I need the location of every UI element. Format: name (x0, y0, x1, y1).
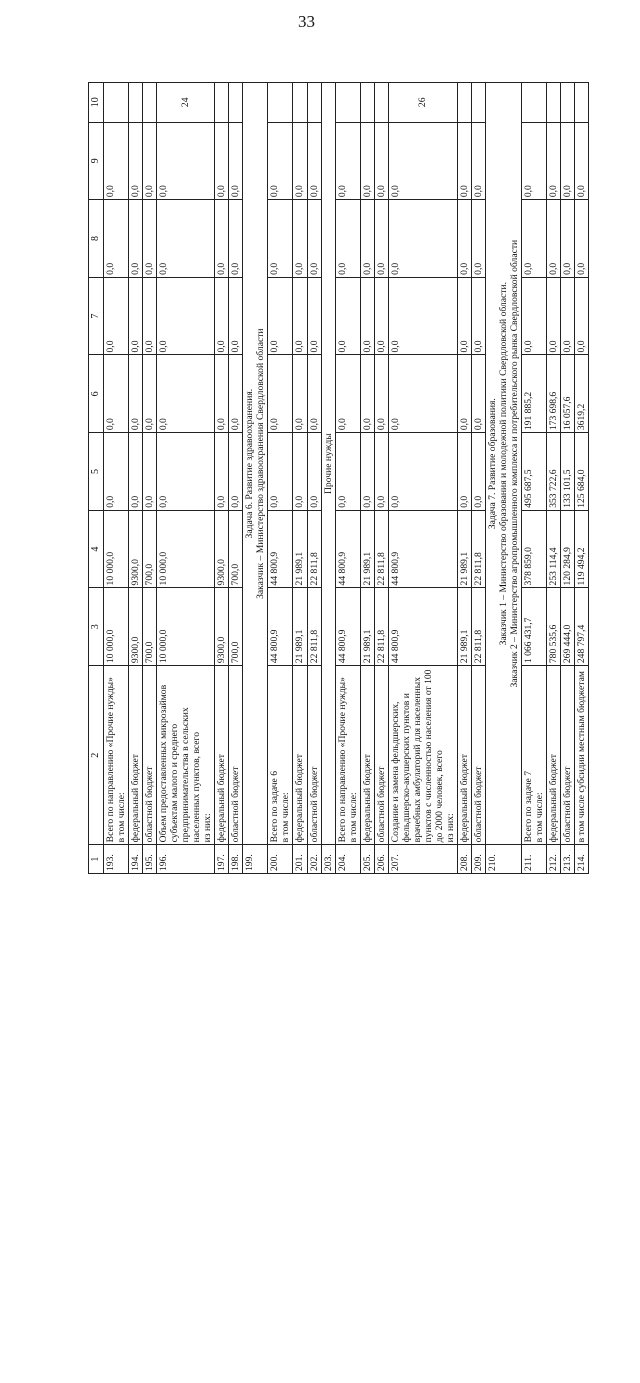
value-cell-col3: 780 535,6 (547, 588, 561, 666)
value-cell-col4: 44 800,9 (268, 510, 293, 588)
column-header-4: 4 (89, 510, 104, 588)
value-cell-col9: 0,0 (129, 122, 143, 200)
value-cell-col7: 0,0 (143, 277, 157, 355)
row-number: 197. (215, 845, 229, 874)
row-label: федеральный бюджет (215, 666, 229, 845)
value-cell-col6: 3619,2 (575, 355, 589, 433)
table-row (143, 83, 157, 874)
value-cell-col8: 0,0 (268, 200, 293, 278)
value-cell-col5: 0,0 (104, 433, 129, 511)
note-cell: 24 (157, 83, 215, 123)
value-cell-col9: 0,0 (157, 122, 215, 200)
value-cell-col9: 0,0 (268, 122, 293, 200)
value-cell-col8: 0,0 (388, 200, 457, 278)
value-cell-col4: 253 114,4 (547, 510, 561, 588)
row-number: 212. (547, 845, 561, 874)
value-cell-col4: 44 800,9 (388, 510, 457, 588)
value-cell-col9: 0,0 (561, 122, 575, 200)
rotated-page (88, 82, 597, 874)
row-number: 196. (157, 845, 215, 874)
value-cell-col5: 0,0 (157, 433, 215, 511)
row-label: Всего по задаче 6 в том числе: (268, 666, 293, 845)
row-number: 207. (388, 845, 457, 874)
value-cell-col8: 0,0 (104, 200, 129, 278)
value-cell-col8: 0,0 (215, 200, 229, 278)
row-number: 210. (485, 845, 521, 874)
row-number: 199. (243, 845, 268, 874)
value-cell-col4: 21 989,1 (457, 510, 471, 588)
note-cell: 26 (388, 83, 457, 123)
value-cell-col5: 0,0 (471, 433, 485, 511)
value-cell-col7: 0,0 (268, 277, 293, 355)
value-cell-col7: 0,0 (157, 277, 215, 355)
value-cell-col4: 21 989,1 (360, 510, 374, 588)
section-title: Задача 6. Развитие здравоохранения. Заказчик – Министерство здравоохранения Свердловской области (243, 83, 268, 845)
table-row (229, 83, 243, 874)
value-cell-col8: 0,0 (522, 200, 547, 278)
value-cell-col7: 0,0 (561, 277, 575, 355)
value-cell-col3: 1 066 431,7 (522, 588, 547, 666)
value-cell-col5: 0,0 (388, 433, 457, 511)
column-header-8: 8 (89, 200, 104, 278)
row-number: 202. (307, 845, 321, 874)
table-row (268, 83, 293, 874)
table-body (104, 83, 589, 874)
value-cell-col9: 0,0 (388, 122, 457, 200)
row-number: 209. (471, 845, 485, 874)
value-cell-col6: 173 698,6 (547, 355, 561, 433)
table-header-row (89, 83, 104, 874)
row-number: 211. (522, 845, 547, 874)
note-cell (293, 83, 307, 123)
note-cell (374, 83, 388, 123)
note-cell (547, 83, 561, 123)
value-cell-col3: 269 444,0 (561, 588, 575, 666)
section-row (243, 83, 268, 874)
rotated-table-container (88, 97, 640, 1383)
value-cell-col9: 0,0 (457, 122, 471, 200)
row-number: 201. (293, 845, 307, 874)
value-cell-col5: 0,0 (307, 433, 321, 511)
table-row (293, 83, 307, 874)
value-cell-col8: 0,0 (157, 200, 215, 278)
note-cell (129, 83, 143, 123)
value-cell-col5: 0,0 (374, 433, 388, 511)
value-cell-col8: 0,0 (561, 200, 575, 278)
row-number: 206. (374, 845, 388, 874)
note-cell (268, 83, 293, 123)
row-label: в том числе субсидии местным бюджетам (575, 666, 589, 845)
value-cell-col8: 0,0 (360, 200, 374, 278)
value-cell-col3: 22 811,8 (374, 588, 388, 666)
value-cell-col3: 248 797,4 (575, 588, 589, 666)
table-row (374, 83, 388, 874)
row-label: Всего по задаче 7 в том числе: (522, 666, 547, 845)
value-cell-col6: 0,0 (104, 355, 129, 433)
value-cell-col3: 21 989,1 (360, 588, 374, 666)
value-cell-col9: 0,0 (215, 122, 229, 200)
section-row (321, 83, 335, 874)
value-cell-col6: 0,0 (229, 355, 243, 433)
value-cell-col5: 0,0 (360, 433, 374, 511)
value-cell-col7: 0,0 (388, 277, 457, 355)
value-cell-col4: 119 494,2 (575, 510, 589, 588)
value-cell-col6: 0,0 (157, 355, 215, 433)
value-cell-col3: 10 000,0 (157, 588, 215, 666)
note-cell (307, 83, 321, 123)
note-cell (143, 83, 157, 123)
value-cell-col4: 21 989,1 (293, 510, 307, 588)
row-label: федеральный бюджет (129, 666, 143, 845)
value-cell-col3: 700,0 (229, 588, 243, 666)
value-cell-col9: 0,0 (104, 122, 129, 200)
value-cell-col7: 0,0 (129, 277, 143, 355)
value-cell-col9: 0,0 (360, 122, 374, 200)
note-cell (471, 83, 485, 123)
table-row (457, 83, 471, 874)
value-cell-col3: 9300,0 (215, 588, 229, 666)
value-cell-col5: 353 722,6 (547, 433, 561, 511)
section-row (485, 83, 521, 874)
value-cell-col7: 0,0 (522, 277, 547, 355)
value-cell-col7: 0,0 (104, 277, 129, 355)
value-cell-col6: 0,0 (374, 355, 388, 433)
value-cell-col6: 0,0 (335, 355, 360, 433)
column-header-3: 3 (89, 588, 104, 666)
value-cell-col5: 495 687,5 (522, 433, 547, 511)
note-cell (575, 83, 589, 123)
value-cell-col4: 10 000,0 (104, 510, 129, 588)
column-header-9: 9 (89, 122, 104, 200)
value-cell-col5: 0,0 (215, 433, 229, 511)
table-row (215, 83, 229, 874)
value-cell-col4: 22 811,8 (374, 510, 388, 588)
section-title: Задача 7. Развитие образования. Заказчик 1 – Министерство образования и молодежной политики Свердловской области. Заказчик 2 – Министерство агропромышленного комплекса и потребительского рынка Свердловской области (485, 83, 521, 845)
column-header-10: 10 (89, 83, 104, 123)
value-cell-col4: 10 000,0 (157, 510, 215, 588)
value-cell-col3: 700,0 (143, 588, 157, 666)
value-cell-col9: 0,0 (471, 122, 485, 200)
value-cell-col7: 0,0 (293, 277, 307, 355)
table-row (157, 83, 215, 874)
value-cell-col3: 44 800,9 (335, 588, 360, 666)
value-cell-col5: 0,0 (457, 433, 471, 511)
value-cell-col8: 0,0 (575, 200, 589, 278)
value-cell-col9: 0,0 (547, 122, 561, 200)
row-label: федеральный бюджет (457, 666, 471, 845)
row-label: федеральный бюджет (547, 666, 561, 845)
value-cell-col7: 0,0 (471, 277, 485, 355)
row-number: 208. (457, 845, 471, 874)
value-cell-col8: 0,0 (293, 200, 307, 278)
value-cell-col5: 0,0 (293, 433, 307, 511)
note-cell (215, 83, 229, 123)
row-label: областной бюджет (471, 666, 485, 845)
value-cell-col3: 22 811,8 (307, 588, 321, 666)
value-cell-col5: 0,0 (335, 433, 360, 511)
row-label: областной бюджет (143, 666, 157, 845)
value-cell-col6: 16 057,6 (561, 355, 575, 433)
value-cell-col7: 0,0 (457, 277, 471, 355)
value-cell-col4: 9300,0 (129, 510, 143, 588)
value-cell-col3: 21 989,1 (457, 588, 471, 666)
note-cell (229, 83, 243, 123)
value-cell-col7: 0,0 (335, 277, 360, 355)
value-cell-col9: 0,0 (293, 122, 307, 200)
value-cell-col9: 0,0 (335, 122, 360, 200)
value-cell-col6: 0,0 (388, 355, 457, 433)
value-cell-col4: 22 811,8 (471, 510, 485, 588)
value-cell-col7: 0,0 (229, 277, 243, 355)
value-cell-col7: 0,0 (374, 277, 388, 355)
note-cell (561, 83, 575, 123)
row-number: 203. (321, 845, 335, 874)
row-label: областной бюджет (229, 666, 243, 845)
note-cell (457, 83, 471, 123)
row-number: 194. (129, 845, 143, 874)
value-cell-col8: 0,0 (129, 200, 143, 278)
value-cell-col7: 0,0 (360, 277, 374, 355)
row-number: 195. (143, 845, 157, 874)
value-cell-col7: 0,0 (215, 277, 229, 355)
value-cell-col6: 0,0 (471, 355, 485, 433)
row-number: 204. (335, 845, 360, 874)
value-cell-col9: 0,0 (575, 122, 589, 200)
note-cell (104, 83, 129, 123)
row-label: федеральный бюджет (293, 666, 307, 845)
value-cell-col6: 0,0 (143, 355, 157, 433)
value-cell-col5: 0,0 (143, 433, 157, 511)
row-number: 214. (575, 845, 589, 874)
table-row (575, 83, 589, 874)
value-cell-col6: 0,0 (215, 355, 229, 433)
value-cell-col7: 0,0 (307, 277, 321, 355)
value-cell-col6: 0,0 (307, 355, 321, 433)
row-number: 200. (268, 845, 293, 874)
column-header-6: 6 (89, 355, 104, 433)
note-cell (335, 83, 360, 123)
value-cell-col5: 133 101,5 (561, 433, 575, 511)
row-label: Всего по направлению «Прочие нужды» в том числе: (104, 666, 129, 845)
value-cell-col4: 378 859,0 (522, 510, 547, 588)
value-cell-col8: 0,0 (547, 200, 561, 278)
value-cell-col5: 125 684,0 (575, 433, 589, 511)
column-header-2: 2 (89, 666, 104, 845)
section-title: Прочие нужды (321, 83, 335, 845)
row-label: Всего по направлению «Прочие нужды» в том числе: (335, 666, 360, 845)
value-cell-col3: 21 989,1 (293, 588, 307, 666)
budget-table (88, 82, 589, 874)
column-header-7: 7 (89, 277, 104, 355)
value-cell-col3: 9300,0 (129, 588, 143, 666)
value-cell-col8: 0,0 (471, 200, 485, 278)
value-cell-col5: 0,0 (229, 433, 243, 511)
value-cell-col6: 0,0 (129, 355, 143, 433)
row-label: федеральный бюджет (360, 666, 374, 845)
row-label: областной бюджет (307, 666, 321, 845)
value-cell-col6: 0,0 (457, 355, 471, 433)
value-cell-col8: 0,0 (229, 200, 243, 278)
table-row (471, 83, 485, 874)
table-row (104, 83, 129, 874)
value-cell-col6: 0,0 (293, 355, 307, 433)
value-cell-col3: 44 800,9 (268, 588, 293, 666)
value-cell-col9: 0,0 (229, 122, 243, 200)
value-cell-col3: 22 811,8 (471, 588, 485, 666)
value-cell-col8: 0,0 (457, 200, 471, 278)
value-cell-col8: 0,0 (374, 200, 388, 278)
row-number: 198. (229, 845, 243, 874)
column-header-5: 5 (89, 433, 104, 511)
value-cell-col9: 0,0 (522, 122, 547, 200)
value-cell-col4: 700,0 (229, 510, 243, 588)
value-cell-col5: 0,0 (129, 433, 143, 511)
note-cell (360, 83, 374, 123)
row-number: 193. (104, 845, 129, 874)
table-row (307, 83, 321, 874)
value-cell-col4: 9300,0 (215, 510, 229, 588)
value-cell-col3: 10 000,0 (104, 588, 129, 666)
table-row (129, 83, 143, 874)
value-cell-col8: 0,0 (335, 200, 360, 278)
row-label: Создание и замена фельдшерских, фельдшерско-акушерских пунктов и врачебных амбулаторий для населенных пунктов с численностью населения от 100 до 2000 человек, всего из них: (388, 666, 457, 845)
row-number: 213. (561, 845, 575, 874)
table-row (335, 83, 360, 874)
page-number: 33 (298, 12, 315, 31)
table-row (547, 83, 561, 874)
row-label: областной бюджет (374, 666, 388, 845)
table-row (561, 83, 575, 874)
value-cell-col9: 0,0 (143, 122, 157, 200)
value-cell-col9: 0,0 (307, 122, 321, 200)
value-cell-col3: 44 800,9 (388, 588, 457, 666)
value-cell-col8: 0,0 (143, 200, 157, 278)
column-header-1: 1 (89, 845, 104, 874)
value-cell-col9: 0,0 (374, 122, 388, 200)
row-number: 205. (360, 845, 374, 874)
table-row (522, 83, 547, 874)
value-cell-col5: 0,0 (268, 433, 293, 511)
table-row (360, 83, 374, 874)
row-label: Объем предоставленных микрозаймов субъектам малого и среднего предпринимательства в сельских населенных пунктов, всего из них: (157, 666, 215, 845)
value-cell-col6: 0,0 (360, 355, 374, 433)
value-cell-col6: 191 885,2 (522, 355, 547, 433)
row-label: областной бюджет (561, 666, 575, 845)
table-row (388, 83, 457, 874)
value-cell-col8: 0,0 (307, 200, 321, 278)
value-cell-col4: 22 811,8 (307, 510, 321, 588)
value-cell-col7: 0,0 (575, 277, 589, 355)
value-cell-col6: 0,0 (268, 355, 293, 433)
value-cell-col7: 0,0 (547, 277, 561, 355)
value-cell-col4: 120 284,9 (561, 510, 575, 588)
note-cell (522, 83, 547, 123)
value-cell-col4: 44 800,9 (335, 510, 360, 588)
value-cell-col4: 700,0 (143, 510, 157, 588)
